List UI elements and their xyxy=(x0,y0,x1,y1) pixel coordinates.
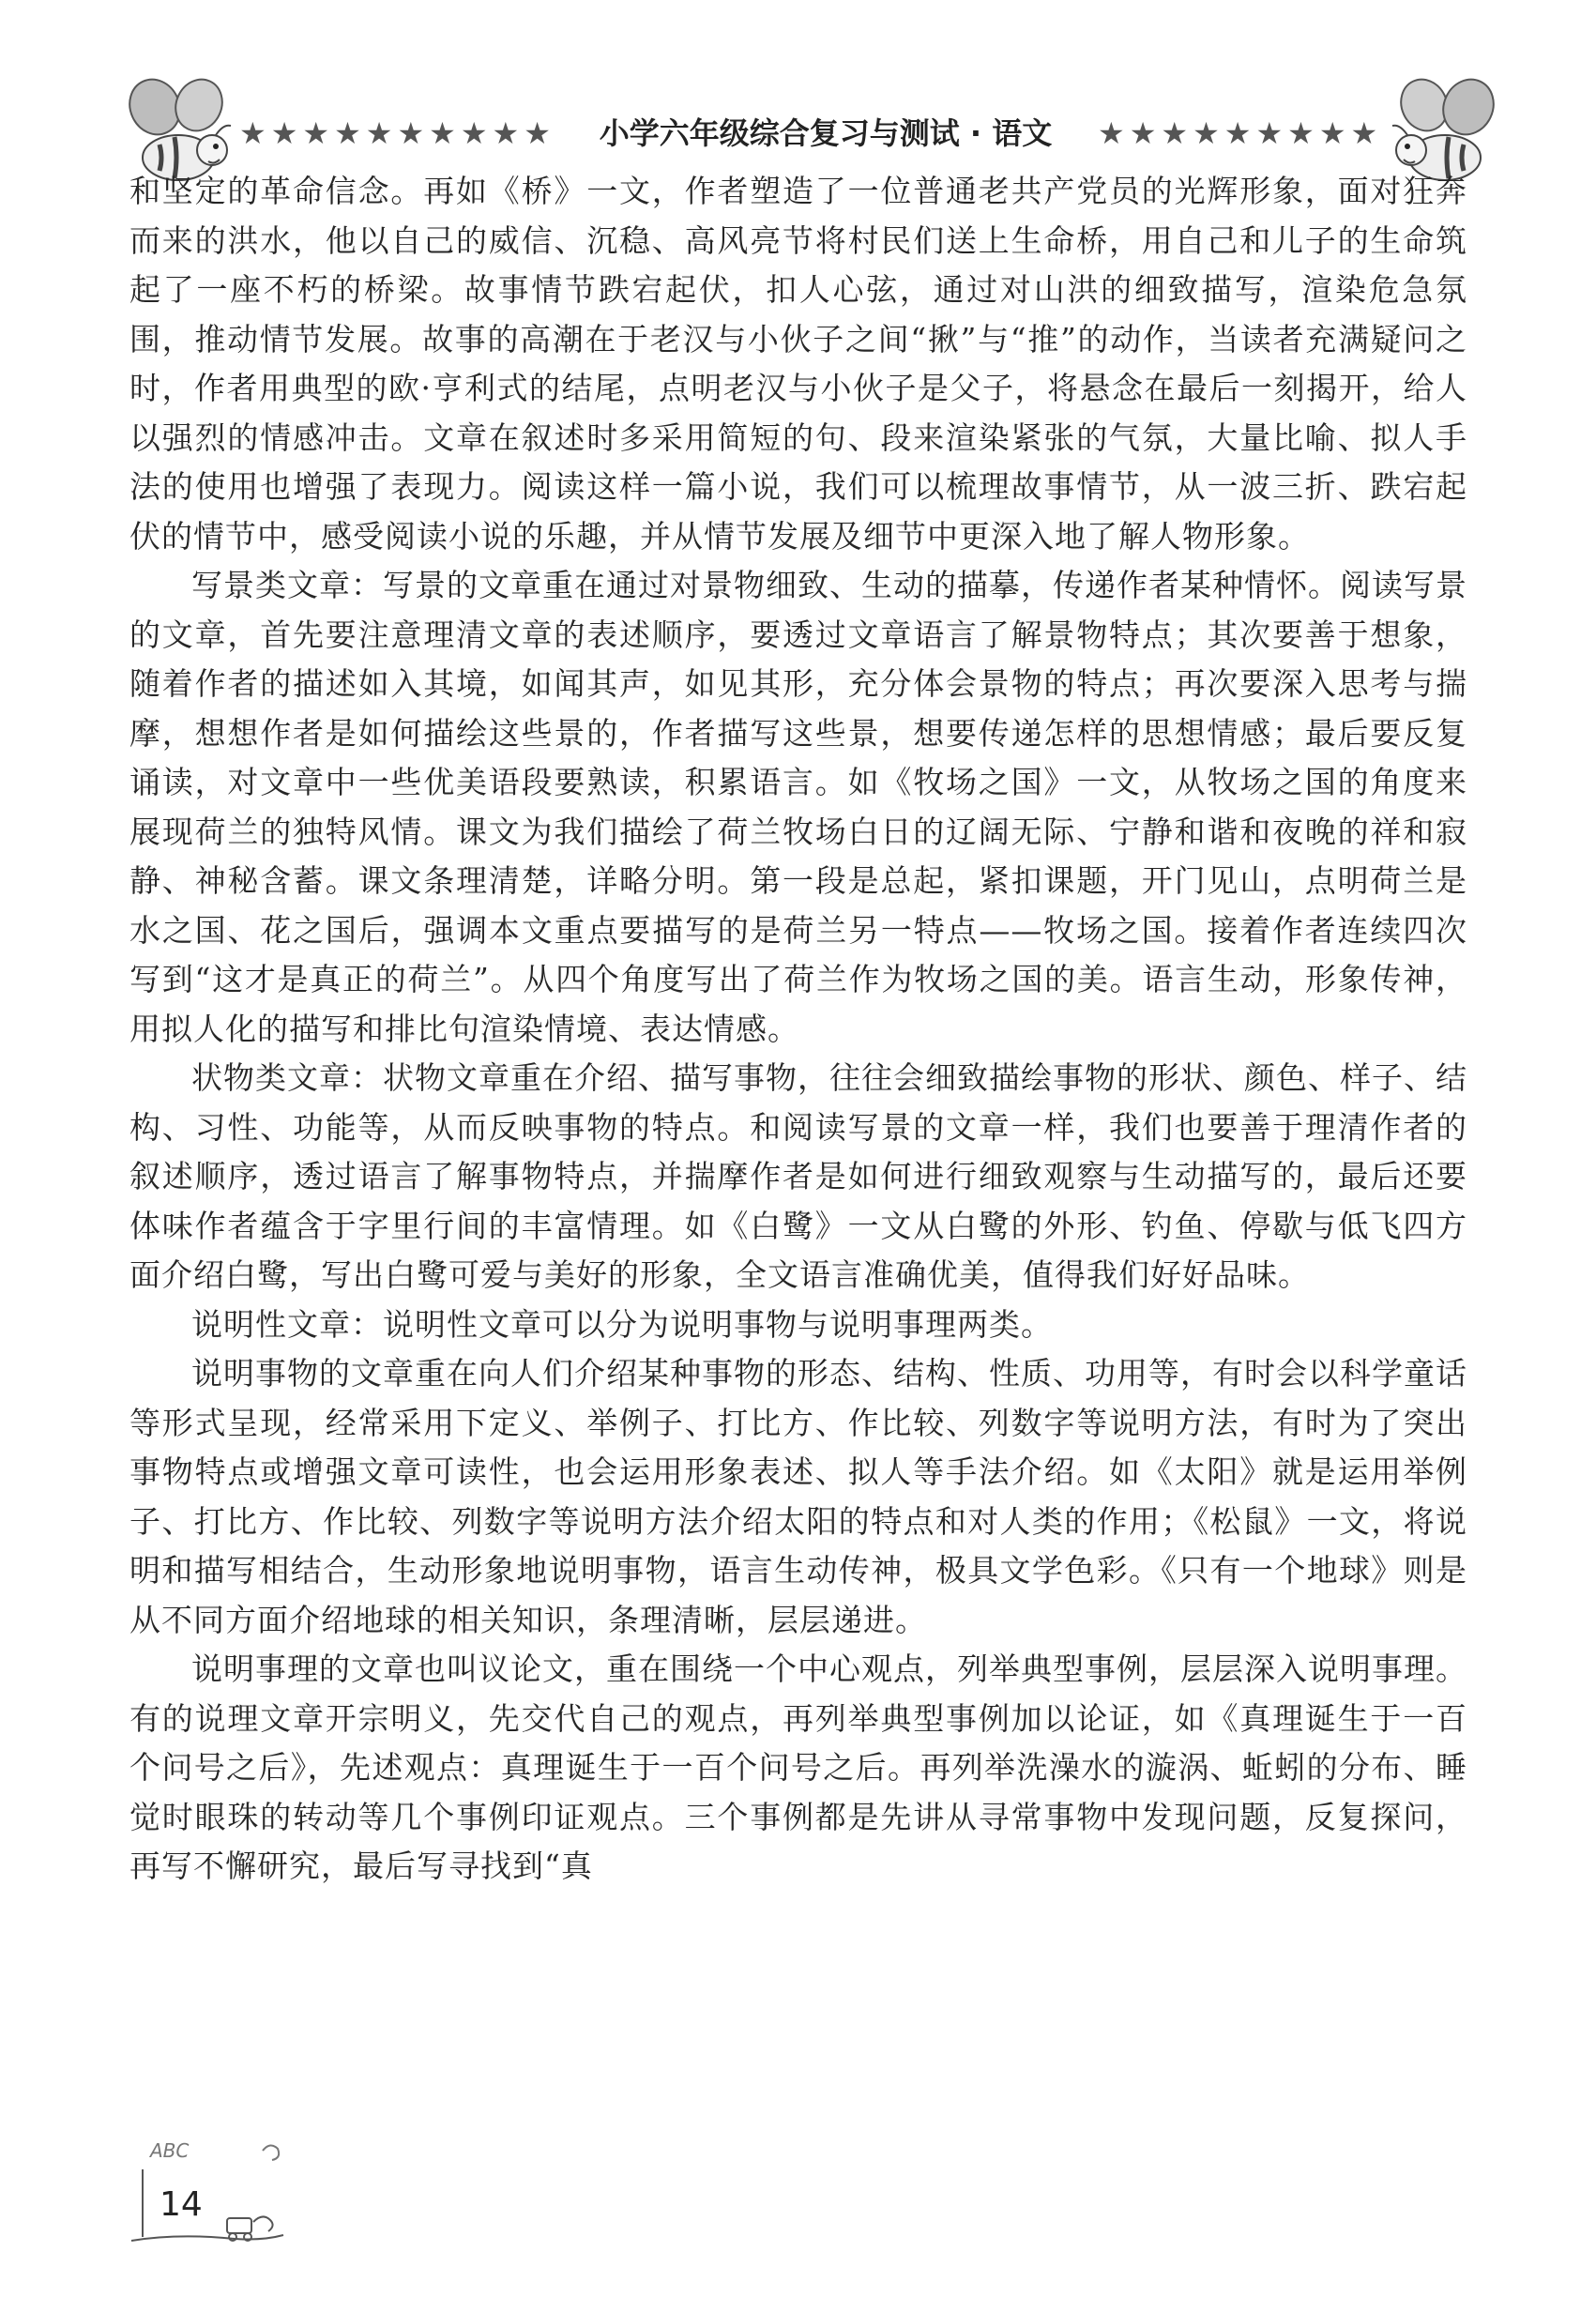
footer-doodle-icon xyxy=(122,2132,291,2254)
footer-doodle-text: ABC xyxy=(150,2139,190,2162)
page-number: 14 xyxy=(160,2185,203,2224)
paragraph-novel-continued: 和坚定的革命信念。再如《桥》一文，作者塑造了一位普通老共产党员的光辉形象，面对狂奔而来的洪水，他以自己的威信、沉稳、高风亮节将村民们送上生命桥，用自己和儿子的生命筑起了一座不朽的桥梁。故事情节跌宕起伏，扣人心弦，通过对山洪的细致描写，渲染危急氛围，推动情节发展。故事的高潮在于老汉与小伙子之间“揪”与“推”的动作，当读者充满疑问之时，作者用典型的欧·亨利式的结尾，点明老汉与小伙子是父子，将悬念在最后一刻揭开，给人以强烈的情感冲击。文章在叙述时多采用简短的句、段来渲染紧张的气氛，大量比喻、拟人手法的使用也增强了表现力。阅读这样一篇小说，我们可以梳理故事情节，从一波三折、跌宕起伏的情节中，感受阅读小说的乐趣，并从情节发展及细节中更深入地了解人物形象。 xyxy=(129,173,1467,555)
decorative-stars-left: ★★★★★★★★★★ xyxy=(239,115,555,151)
article-body xyxy=(129,167,1467,1892)
page-footer xyxy=(122,2132,291,2254)
paragraph-explaining-things: 说明事物的文章重在向人们介绍某种事物的形态、结构、性质、功用等，有时会以科学童话等形式呈现，经常采用下定义、举例子、打比方、作比较、列数字等说明方法，有时为了突出事物特点或增强文章可读性，也会运用形象表述、拟人等手法介绍。如《太阳》就是运用举例子、打比方、作比较、列数字等说明方法介绍太阳的特点和对人类的作用；《松鼠》一文，将说明和描写相结合，生动形象地说明事物，语言生动传神，极具文学色彩。《只有一个地球》则是从不同方面介绍地球的相关知识，条理清晰，层层递进。 xyxy=(129,1355,1467,1638)
paragraph-object-articles: 状物类文章：状物文章重在介绍、描写事物，往往会细致描绘事物的形状、颜色、样子、结构、习性、功能等，从而反映事物的特点。和阅读写景的文章一样，我们也要善于理清作者的叙述顺序，透过语言了解事物特点，并揣摩作者是如何进行细致观察与生动描写的，最后还要体味作者蕴含于字里行间的丰富情理。如《白鹭》一文从白鹭的外形、钓鱼、停歇与低飞四方面介绍白鹭，写出白鹭可爱与美好的形象，全文语言准确优美，值得我们好好品味。 xyxy=(129,1059,1467,1293)
page-header-title: 小学六年级综合复习与测试 · 语文 xyxy=(599,115,1053,151)
paragraph-scenery-articles: 写景类文章：写景的文章重在通过对景物细致、生动的描摹，传递作者某种情怀。阅读写景的文章，首先要注意理清文章的表述顺序，要透过文章语言了解景物特点；其次要善于想象，随着作者的描述如入其境，如闻其声，如见其形，充分体会景物的特点；再次要深入思考与揣摩，想想作者是如何描绘这些景的，作者描写这些景，想要传递怎样的思想情感；最后要反复诵读，对文章中一些优美语段要熟读，积累语言。如《牧场之国》一文，从牧场之国的角度来展现荷兰的独特风情。课文为我们描绘了荷兰牧场白日的辽阔无际、宁静和谐和夜晚的祥和寂静、神秘含蓄。课文条理清楚，详略分明。第一段是总起，紧扣课题，开门见山，点明荷兰是水之国、花之国后，强调本文重点要描写的是荷兰另一特点——牧场之国。接着作者连续四次写到“这才是真正的荷兰”。从四个角度写出了荷兰作为牧场之国的美。语言生动，形象传神，用拟人化的描写和排比句渲染情境、表达情感。 xyxy=(129,567,1467,1047)
paragraph-explaining-reasoning: 说明事理的文章也叫议论文，重在围绕一个中心观点，列举典型事例，层层深入说明事理。有的说理文章开宗明义，先交代自己的观点，再列举典型事例加以论证，如《真理诞生于一百个问号之后》，先述观点：真理诞生于一百个问号之后。再列举洗澡水的漩涡、蚯蚓的分布、睡觉时眼珠的转动等几个事例印证观点。三个事例都是先讲从寻常事物中发现问题，反复探问，再写不懈研究，最后写寻找到“真 xyxy=(129,1650,1467,1884)
paragraph-expository-intro: 说明性文章：说明性文章可以分为说明事物与说明事理两类。 xyxy=(191,1305,1053,1343)
decorative-stars-right: ★★★★★★★★★ xyxy=(1098,115,1383,151)
